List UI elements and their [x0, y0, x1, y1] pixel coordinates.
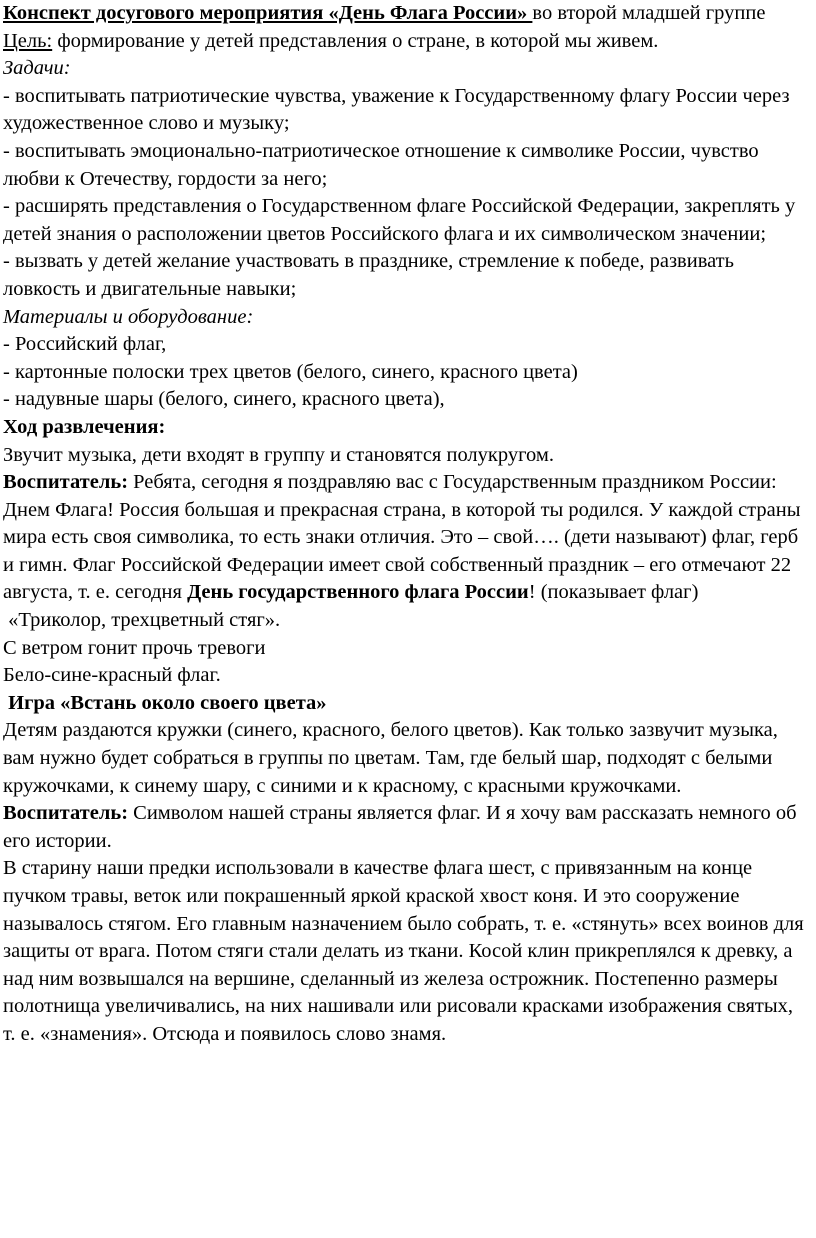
goal-label: Цель: — [3, 29, 53, 52]
poem-line: «Триколор, трехцветный стяг». — [3, 609, 281, 632]
course-heading: Ход развлечения: — [3, 415, 166, 438]
game-heading: Игра «Встань около своего цвета» — [3, 691, 327, 714]
task-item: - воспитывать патриотические чувства, уважение к Государственному флагу России через художественное слово и музыку; — [3, 84, 790, 135]
teacher-speech-2 — [3, 800, 808, 855]
material-item: - Российский флаг, — [3, 333, 167, 356]
material-item: - картонные полоски трех цветов (белого, синего, красного цвета) — [3, 360, 578, 383]
game-paragraph: Детям раздаются кружки (синего, красного, белого цветов). Как только зазвучит музыка, вам нужно будет собраться в группы по цветам. Там, где белый шар, подходят с белыми кружочками, к синему шару, с синими и к красному, с красными кружочками. — [3, 719, 778, 797]
poem-line: Бело-сине-красный флаг. — [3, 664, 221, 687]
document-title — [3, 0, 808, 28]
poem-line: С ветром гонит прочь тревоги — [3, 636, 266, 659]
goal-paragraph — [3, 28, 808, 56]
history-paragraph: В старину наши предки использовали в качестве флага шест, с привязанным на конце пучком травы, веток или покрашенный яркой краской хвост коня. И это сооружение называлось стягом. Его главным назначением было собрать, т. е. «стянуть» всех воинов для защиты от врага. Потом стяги стали делать из ткани. Косой клин прикреплялся к древку, а над ним возвышался на вершине, сделанный из железа острожник. Постепенно размеры полотнища увеличивались, на них нашивали или рисовали красками изображения святых, т. е. «знамения». Отсюда и появилось слово знамя. — [3, 857, 804, 1045]
title-rest: во второй младшей группе — [532, 2, 766, 24]
task-item: - воспитывать эмоционально-патриотическое отношение к символике России, чувство любви к Отечеству, гордости за него; — [3, 139, 759, 190]
teacher-text: Символом нашей страны является флаг. И я хочу вам рассказать немного об его истории. — [3, 802, 797, 852]
task-item: - вызвать у детей желание участвовать в празднике, стремление к победе, развивать ловкость и двигательные навыки; — [3, 250, 734, 300]
task-item: - расширять представления о Государственном флаге Российской Федерации, закреплять у детей знания о расположении цветов Российского флага и их символическом значении; — [3, 195, 796, 245]
teacher-label: Воспитатель: — [3, 471, 129, 494]
holiday-name: День государственного флага России — [187, 581, 529, 604]
teacher-label: Воспитатель: — [3, 802, 129, 825]
tasks-heading: Задачи: — [3, 57, 71, 80]
goal-text: формирование у детей представления о стране, в которой мы живем. — [52, 29, 659, 52]
teacher-text: Ребята, сегодня я поздравляю вас с Государственным праздником России: Днем Флага! Россия большая и прекрасная страна, в которой ты родился. У каждой страны мира есть своя символика, то есть знаки отличия. Это – свой…. (дети называют) флаг, герб и гимн. Флаг Российской Федерации имеет свой собственный праздник – его отмечают 22 августа, т. е. сегодня — [3, 471, 801, 604]
teacher-speech-1 — [3, 469, 808, 607]
intro-paragraph: Звучит музыка, дети входят в группу и становятся полукругом. — [3, 443, 554, 466]
materials-heading: Материалы и оборудование: — [3, 305, 254, 328]
title-bold: Конспект досугового мероприятия «День Флага России» — [3, 2, 533, 24]
teacher-text-end: ! (показывает флаг) — [528, 581, 699, 604]
material-item: - надувные шары (белого, синего, красного цвета), — [3, 388, 445, 411]
